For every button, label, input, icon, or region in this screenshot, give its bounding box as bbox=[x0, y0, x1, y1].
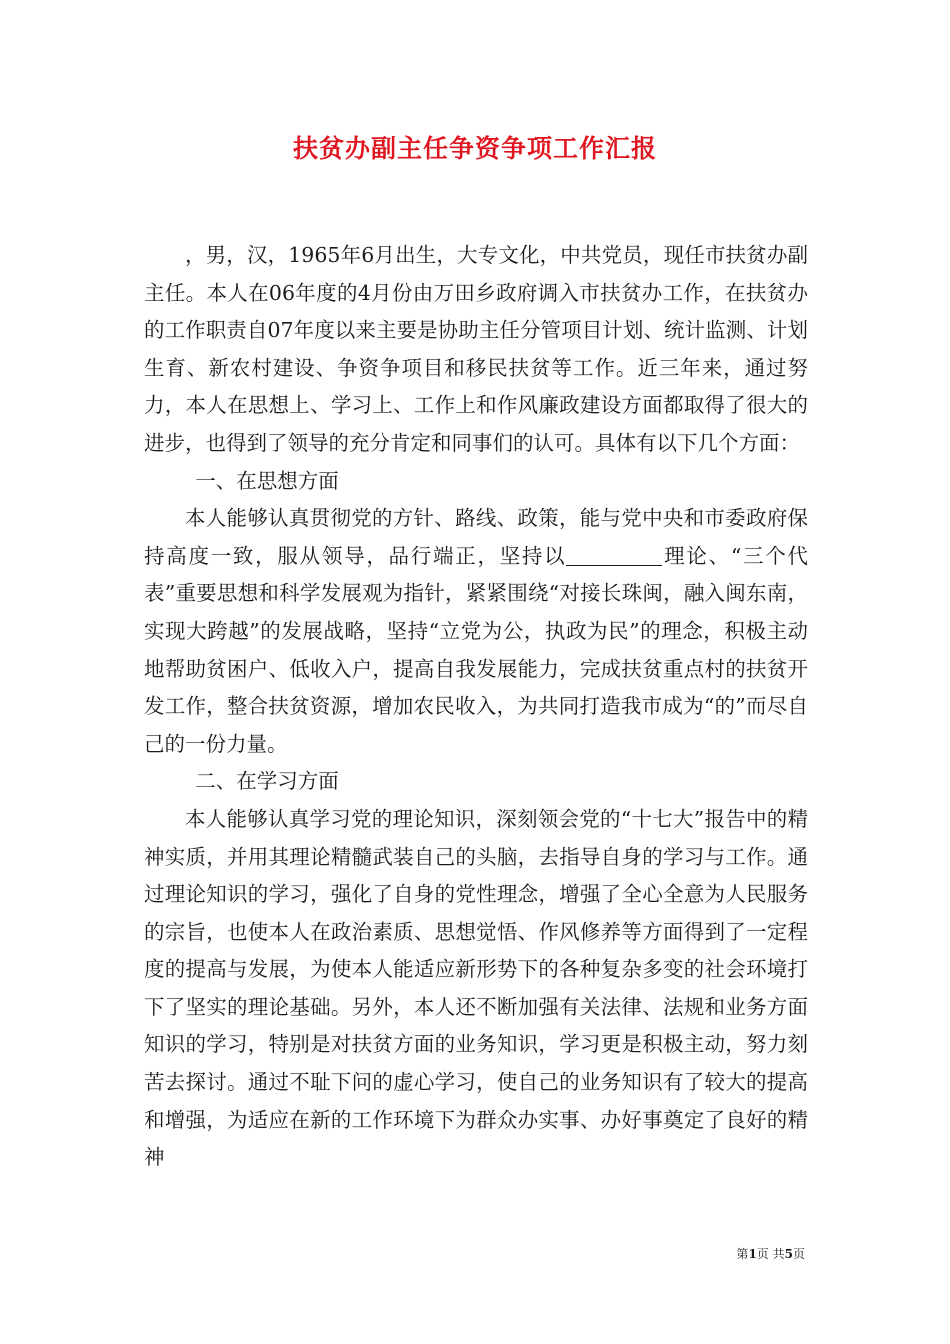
footer-page-number: 1 bbox=[748, 1247, 757, 1261]
section-heading-study: 二、在学习方面 bbox=[195, 769, 339, 794]
paragraph-thought bbox=[144, 500, 808, 763]
footer-prefix: 第 bbox=[736, 1247, 749, 1261]
fill-in-blank bbox=[566, 544, 662, 566]
paragraph-thought-part2: 理论、“三个代表”重要思想和科学发展观为指针，紧紧围绕“对接长珠闽，融入闽东南，实现大跨越”的发展战略，坚持“立党为公，执政为民”的理念，积极主动地帮助贫困户、低收入户，提高自我发展能力，完成扶贫重点村的扶贫开发工作，整合扶贫资源，增加农民收入，为共同打造我市成为“的”而尽自己的一份力量。 bbox=[144, 543, 809, 756]
document-body bbox=[144, 237, 808, 1177]
footer-middle: 页 共 bbox=[756, 1247, 785, 1261]
paragraph-intro: ，男，汉，1965年6月出生，大专文化，中共党员，现任市扶贫办副主任。本人在06年度的4月份由万田乡政府调入市扶贫办工作，在扶贫办的工作职责自07年度以来主要是协助主任分管项目计划、统计监测、计划生育、新农村建设、争资争项目和移民扶贫等工作。近三年来，通过努力，本人在思想上、学习上、工作上和作风廉政建设方面都取得了很大的进步，也得到了领导的充分肯定和同事们的认可。具体有以下几个方面： bbox=[144, 243, 808, 455]
page-footer bbox=[736, 1245, 805, 1262]
document-title: 扶贫办副主任争资争项工作汇报 bbox=[292, 134, 657, 163]
footer-total-pages: 5 bbox=[784, 1247, 793, 1261]
paragraph-thought-part1: 本人能够认真贯彻党的方针、路线、政策，能与党中央和市委政府保持高度一致，服从领导，品行端正，坚持以 bbox=[144, 506, 808, 568]
paragraph-study: 本人能够认真学习党的理论知识，深刻领会党的“十七大”报告中的精神实质，并用其理论精髓武装自己的头脑，去指导自身的学习与工作。通过理论知识的学习，强化了自身的党性理念，增强了全心全意为人民服务的宗旨，也使本人在政治素质、思想觉悟、作风修养等方面得到了一定程度的提高与发展，为使本人能适应新形势下的各种复杂多变的社会环境打下了坚实的理论基础。另外，本人还不断加强有关法律、法规和业务方面知识的学习，特别是对扶贫方面的业务知识，学习更是积极主动，努力刻苦去探讨。通过不耻下问的虚心学习，使自己的业务知识有了较大的提高和增强，为适应在新的工作环境下为群众办实事、办好事奠定了良好的精神 bbox=[144, 806, 808, 1170]
footer-suffix: 页 bbox=[792, 1247, 805, 1261]
section-heading-thought: 一、在思想方面 bbox=[195, 468, 339, 493]
